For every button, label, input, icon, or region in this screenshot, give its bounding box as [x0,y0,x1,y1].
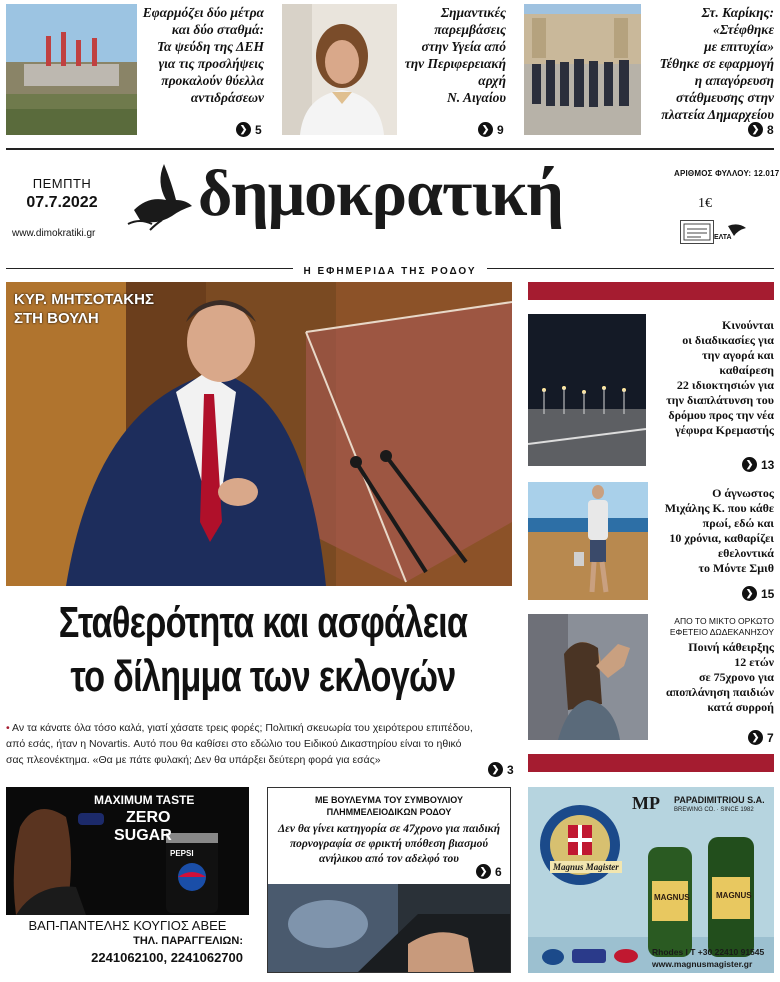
badge-icon [572,949,606,963]
postal-stamp-icon [680,220,714,244]
teaser-page-ref[interactable]: ❯ 9 [478,122,504,137]
arrow-right-icon: ❯ [488,762,503,777]
teaser-headline-parking-ban[interactable]: Στ. Καρίκης: «Στέφθηκε με επιτυχία» Τέθηκε σε εφαρμογή η απαγόρευση στάθμευσης στην πλατεία Δημαρχείου [659,5,774,122]
footer-logos [542,949,638,965]
section-bar [528,754,774,772]
advertisement-magnus-magister[interactable] [528,787,774,973]
side-story-image-child[interactable] [528,614,648,740]
price: 1€ [698,196,712,211]
teaser-image-power-plant[interactable] [6,4,137,135]
side-story-page-ref[interactable]: ❯ 15 [742,586,774,601]
teaser-headline-health[interactable]: Σημαντικές παρεμβάσεις στην Υγεία από την Περιφερειακή αρχή Ν. Αιγαίου [404,5,506,105]
badge-icon [542,949,564,965]
teaser-page-ref[interactable]: ❯ 5 [236,122,262,137]
arrow-right-icon: ❯ [742,457,757,472]
brewery-name: PAPADIMITRIOU S.A. [674,795,765,805]
teaser-image-town-hall-square[interactable] [524,4,641,135]
side-story-image-bridge-road[interactable] [528,314,646,466]
mp-logo: MP [632,793,660,813]
side-story-headline-court[interactable]: Ποινή κάθειρξης 12 ετών σε 75χρονο για αποπλάνηση παιδιών κατά συρροή [665,640,774,714]
dove-logo-icon [126,160,196,232]
teaser-page-ref[interactable]: ❯ 8 [748,122,774,137]
main-story-photo[interactable] [6,282,512,586]
side-story-kicker-court: ΑΠΟ ΤΟ ΜΙΚΤΟ ΟΡΚΩΤΟ ΕΦΕΤΕΙΟ ΔΩΔΕΚΑΝΗΣΟΥ [669,616,774,637]
story-image-laptop [268,884,510,972]
divider [6,148,774,150]
badge-icon [614,949,638,963]
beer-label: Magnus Magister [550,861,622,873]
story-headline: Δεν θα γίνει κατηγορία σε 47χρονο για παιδική πορνογραφία σε φρικτή υπόθεση βιασμού ανήλικου από τον αδελφό του [277,823,501,865]
advertisement-pepsi[interactable] [6,787,249,973]
arrow-right-icon: ❯ [748,122,763,137]
main-story-lead: • Αν τα κάνατε όλα τόσο καλά, γιατί χάσατε τρεις φορές; Πολιτική σκευωρία του χειρότερου επιπέδου, από εσάς, ήταν η Novartis. Αυτό που θα καθίσει στο εδώλιο του Ειδικού Δικαστηρίου είναι το ηθικό σας πλεονέκτημα. «Θα με πάτε φυλακή; Δεν θα υπάρξει δεύτερη φορά για εσάς» [6,722,473,766]
side-story-headline-bridge[interactable]: Κινούνται οι διαδικασίες για την αγορά και καθαίρεση 22 ιδιοκτησιών για την διαπλάτυνση του δρόμου προς την νέα γέφυρα Κρεμαστής [666,318,774,437]
website-link[interactable]: www.dimokratiki.gr [12,228,96,239]
pepsi-tagline-2: ZERO [126,809,171,826]
main-headline[interactable]: Σταθερότητα και ασφάλεια το δίλημμα των εκλογών [58,598,468,701]
brewery-subtitle: BREWING CO. · SINCE 1982 [674,807,754,813]
advertiser-company: ΒΑΠ-ΠΑΝΤΕΛΗΣ ΚΟΥΓΙΟΣ ΑΒΕΕ [28,918,227,933]
side-story-headline-volunteer[interactable]: Ο άγνωστος Μιχάλης Κ. που κάθε πρωί, εδώ και 10 χρόνια, καθαρίζει εθελοντικά το Μόντε Σμιθ [664,486,774,575]
pepsi-tagline-3: SUGAR [114,827,172,844]
arrow-right-icon: ❯ [476,864,491,879]
main-story-page-ref[interactable]: ❯ 3 [488,762,514,777]
advertiser-phone-label: ΤΗΛ. ΠΑΡΑΓΓΕΛΙΩΝ: [133,935,243,947]
issue-date: 07.7.2022 [26,194,98,211]
teaser-headline-dei[interactable]: Εφαρμόζει δύο μέτρα και δύο σταθμά: Τα ψεύδη της ΔΕΗ για τις προσλήψεις προκαλούν θύελλα αντιδράσεων [142,5,264,105]
arrow-right-icon: ❯ [742,586,757,601]
side-story-page-ref[interactable]: ❯ 7 [748,730,774,745]
contact-website[interactable]: www.magnusmagister.gr [652,959,753,969]
story-page-ref[interactable]: ❯ 6 [476,864,502,879]
pepsi-can-label: PEPSI [170,849,194,858]
section-bar [528,282,774,300]
elta-logo: ΕΛΤΑ [714,222,748,244]
side-story-image-volunteer[interactable] [528,482,648,600]
issue-number: ΑΡΙΘΜΟΣ ΦΥΛΛΟΥ: 12.017 [674,169,780,178]
story-kicker: ΜΕ ΒΟΥΛΕΥΜΑ ΤΟΥ ΣΥΜΒΟΥΛΙΟΥ ΠΛΗΜΜΕΛΕΙΟΔΙΚΩΝ ΡΟΔΟΥ [314,795,464,817]
tagline: Η ΕΦΗΜΕΡΙΔΑ ΤΗΣ ΡΟΔΟΥ [293,266,486,277]
bottle-label-2: MAGNUS [716,891,752,900]
arrow-right-icon: ❯ [236,122,251,137]
arrow-right-icon: ❯ [748,730,763,745]
pepsi-tagline-1: MAXIMUM TASTE [94,793,195,807]
advertiser-phones: 2241062100, 2241062700 [91,950,243,965]
story-box-court-decision[interactable] [267,787,511,973]
arrow-right-icon: ❯ [478,122,493,137]
teaser-image-official-portrait[interactable] [282,4,397,135]
main-story-kicker: ΚΥΡ. ΜΗΤΣΟΤΑΚΗΣ ΣΤΗ ΒΟΥΛΗ [14,291,154,327]
side-story-page-ref[interactable]: ❯ 13 [742,457,774,472]
masthead-title: δημοκρατική [198,157,563,230]
bottle-label-1: MAGNUS [654,893,690,902]
contact-phone: Rhodes I T +30 22410 91545 [652,947,765,957]
issue-day: ΠΕΜΠΤΗ [32,176,92,191]
